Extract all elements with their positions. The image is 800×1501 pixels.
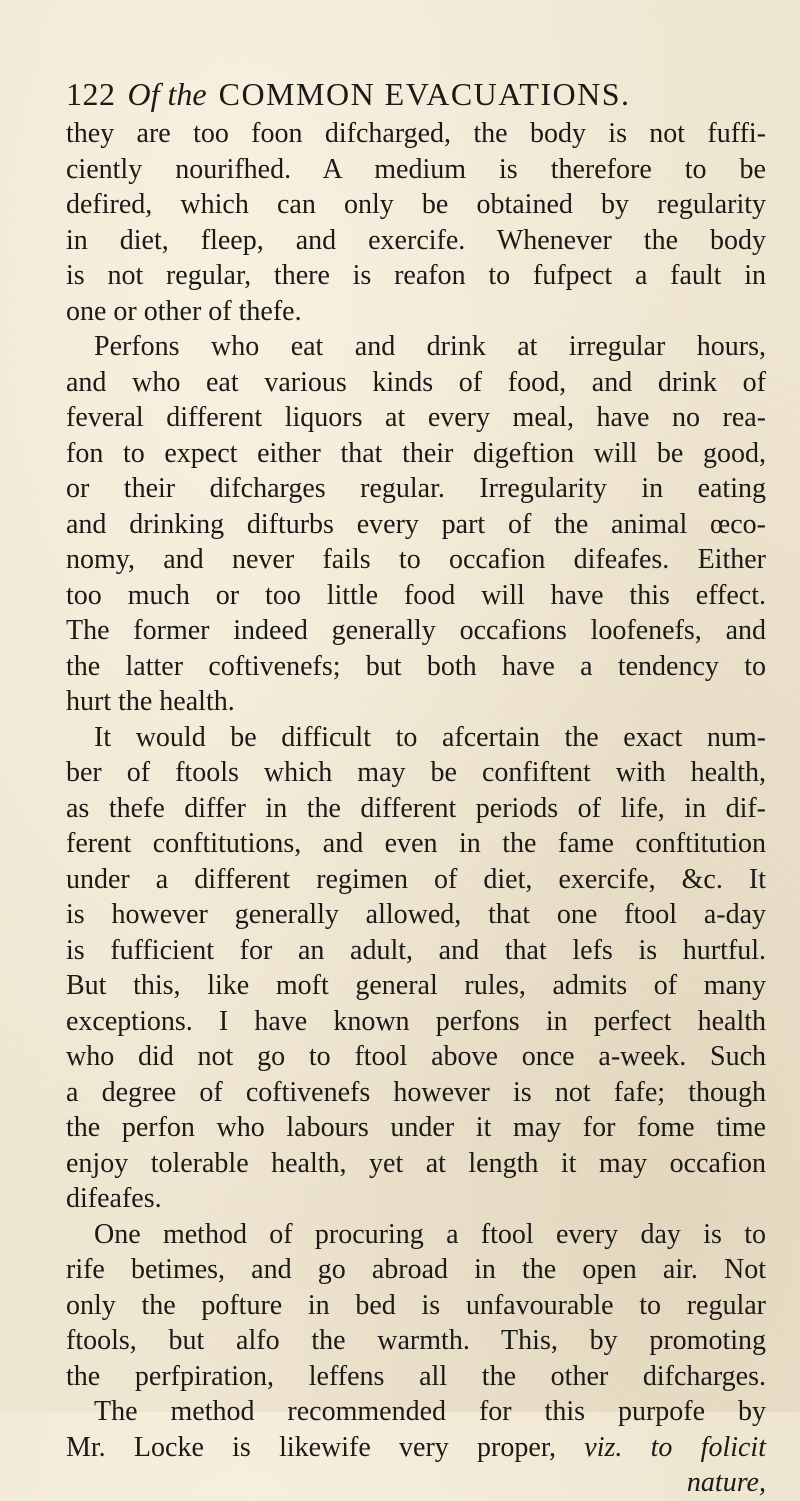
text-line: But this, like moft general rules, admits of many [66,970,766,1001]
text-line: fon to expect either that their digeftion will be good, [66,437,766,469]
text-line: feveral different liquors at every meal, have no rea- [66,402,766,433]
text-line: who did not go to ftool above once a-week. Such [66,1041,766,1072]
body-text [66,116,766,1501]
text-line: The method recommended for this purpofe by [94,1396,766,1427]
text-line: one or other of thefe. [66,295,302,327]
text-line: a degree of coftivenefs however is not fafe; though [66,1076,766,1108]
text-line: nature, [686,1467,766,1498]
text-line: too much or too little food will have this effect. [66,579,766,611]
text-line [66,1430,766,1466]
text-line: is not regular, there is reafon to fufpect a fault in [66,260,766,291]
text-line: enjoy tolerable health, yet at length it may occafion [66,1147,766,1179]
running-head [66,74,766,114]
text-line: under a different regimen of diet, exercife, &c. It [66,863,766,895]
text-line: ciently nourifhed. A medium is therefore to be [66,153,766,185]
text-line: only the pofture in bed is unfavourable to regular [66,1289,766,1321]
text-line: the latter coftivenefs; but both have a tendency to [66,650,766,682]
text-line: The former indeed generally occafions loofenefs, and [66,615,766,646]
text-line: they are too foon difcharged, the body is not fuffi- [66,118,766,149]
text-line: One method of procuring a ftool every day is to [94,1218,766,1250]
text-line: rife betimes, and go abroad in the open air. Not [66,1254,766,1285]
text-line: ftools, but alfo the warmth. This, by promoting [66,1325,766,1356]
text-line: in diet, fleep, and exercife. Whenever the body [66,224,766,256]
text-line: difeafes. [66,1183,162,1214]
text-line: ferent conftitutions, and even in the fame conftitution [66,828,766,859]
text-line: as thefe differ in the different periods of life, in dif- [66,792,766,824]
text-line: is fufficient for an adult, and that lefs is hurtful. [66,934,766,966]
text-line: is however generally allowed, that one ftool a-day [66,899,766,930]
text-line: the perfon who labours under it may for fome time [66,1112,766,1143]
text-line: the perfpiration, leffens all the other difcharges. [66,1360,766,1392]
text-line: and drinking difturbs every part of the animal œco- [66,508,766,540]
page-number: 122 [66,76,116,112]
text-line: nomy, and never fails to occafion difeafes. Either [66,544,766,575]
text-line: ber of ftools which may be confiftent with health, [66,757,766,788]
book-page [66,74,766,1501]
text-line-roman: Mr. Locke is likewife very proper, [66,1431,557,1463]
text-line: exceptions. I have known perfons in perfect health [66,1005,766,1037]
text-line: or their difcharges regular. Irregularity in eating [66,473,766,504]
text-line: It would be difficult to afcertain the exact num- [94,721,766,753]
text-line: Perfons who eat and drink at irregular hours, [94,331,766,362]
text-line: and who eat various kinds of food, and drink of [66,366,766,398]
running-head-title: COMMON EVACUATIONS. [218,76,631,112]
running-head-italic: Of the [127,76,207,112]
text-line: hurt the health. [66,686,235,717]
text-line-italic: viz. to folicit [584,1431,766,1463]
text-line: defired, which can only be obtained by regularity [66,189,766,220]
